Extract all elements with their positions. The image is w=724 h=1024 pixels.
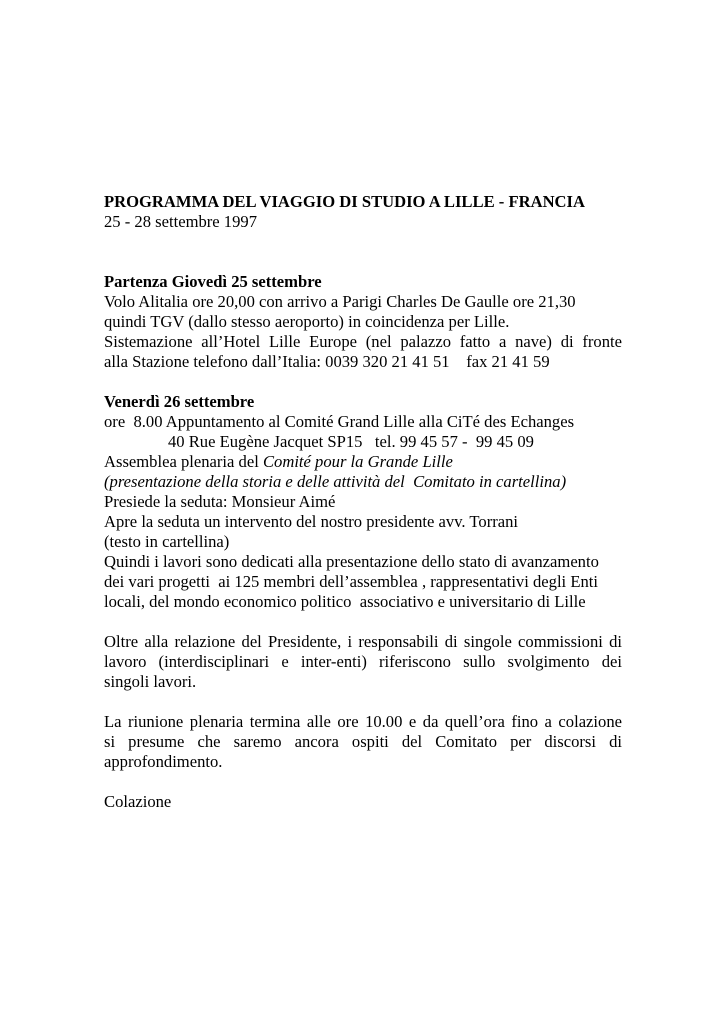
spacer [104, 372, 622, 392]
work-line: locali, del mondo economico politico associativo e universitario di Lille [104, 592, 586, 611]
spacer [104, 772, 622, 792]
day2-heading: Venerdì 26 settembre [104, 392, 255, 411]
trip-dates: 25 - 28 settembre 1997 [104, 212, 257, 231]
assembly-prefix: Assemblea plenaria del [104, 452, 263, 471]
work-line: dei vari progetti ai 125 membri dell’assemblea , rappresentativi degli Enti [104, 572, 598, 591]
assembly-line [104, 452, 622, 472]
report-line: singoli lavori. [104, 672, 197, 691]
document-page [104, 192, 622, 812]
work-line: Quindi i lavori sono dedicati alla presentazione dello stato di avanzamento [104, 552, 599, 571]
chair-line: Presiede la seduta: Monsieur Aimé [104, 492, 336, 511]
closing-line: si presume che saremo ancora ospiti del Comitato per discorsi di [104, 732, 622, 751]
day1-line: Sistemazione all’Hotel Lille Europe (nel palazzo fatto a nave) di fronte [104, 332, 622, 351]
committee-name: Comité pour la Grande Lille [262, 452, 453, 471]
opening-line: Apre la seduta un intervento del nostro presidente avv. Torrani [104, 512, 519, 531]
presentation-note: (presentazione della storia e delle attività del Comitato in cartellina) [104, 472, 567, 491]
spacer [104, 612, 622, 632]
day1-line: quindi TGV (dallo stesso aeroporto) in coincidenza per Lille. [104, 312, 510, 331]
address-line: 40 Rue Eugène Jacquet SP15 tel. 99 45 57 - 99 45 09 [168, 432, 534, 451]
lunch-line: Colazione [104, 792, 172, 811]
closing-line: approfondimento. [104, 752, 223, 771]
report-line: Oltre alla relazione del Presidente, i responsabili di singole commissioni di [104, 632, 622, 651]
opening-note: (testo in cartellina) [104, 532, 230, 551]
document-title: PROGRAMMA DEL VIAGGIO DI STUDIO A LILLE - FRANCIA [104, 192, 585, 211]
spacer [104, 692, 622, 712]
report-line: lavoro (interdisciplinari e inter-enti) riferiscono sullo svolgimento dei [104, 652, 622, 671]
spacer [104, 232, 622, 272]
day1-line: alla Stazione telefono dall’Italia: 0039 320 21 41 51 fax 21 41 59 [104, 352, 550, 371]
appointment-line: ore 8.00 Appuntamento al Comité Grand Lille alla CiTé des Echanges [104, 412, 575, 431]
day1-line: Volo Alitalia ore 20,00 con arrivo a Parigi Charles De Gaulle ore 21,30 [104, 292, 576, 311]
day1-heading: Partenza Giovedì 25 settembre [104, 272, 322, 291]
closing-line: La riunione plenaria termina alle ore 10.00 e da quell’ora fino a colazione [104, 712, 622, 731]
